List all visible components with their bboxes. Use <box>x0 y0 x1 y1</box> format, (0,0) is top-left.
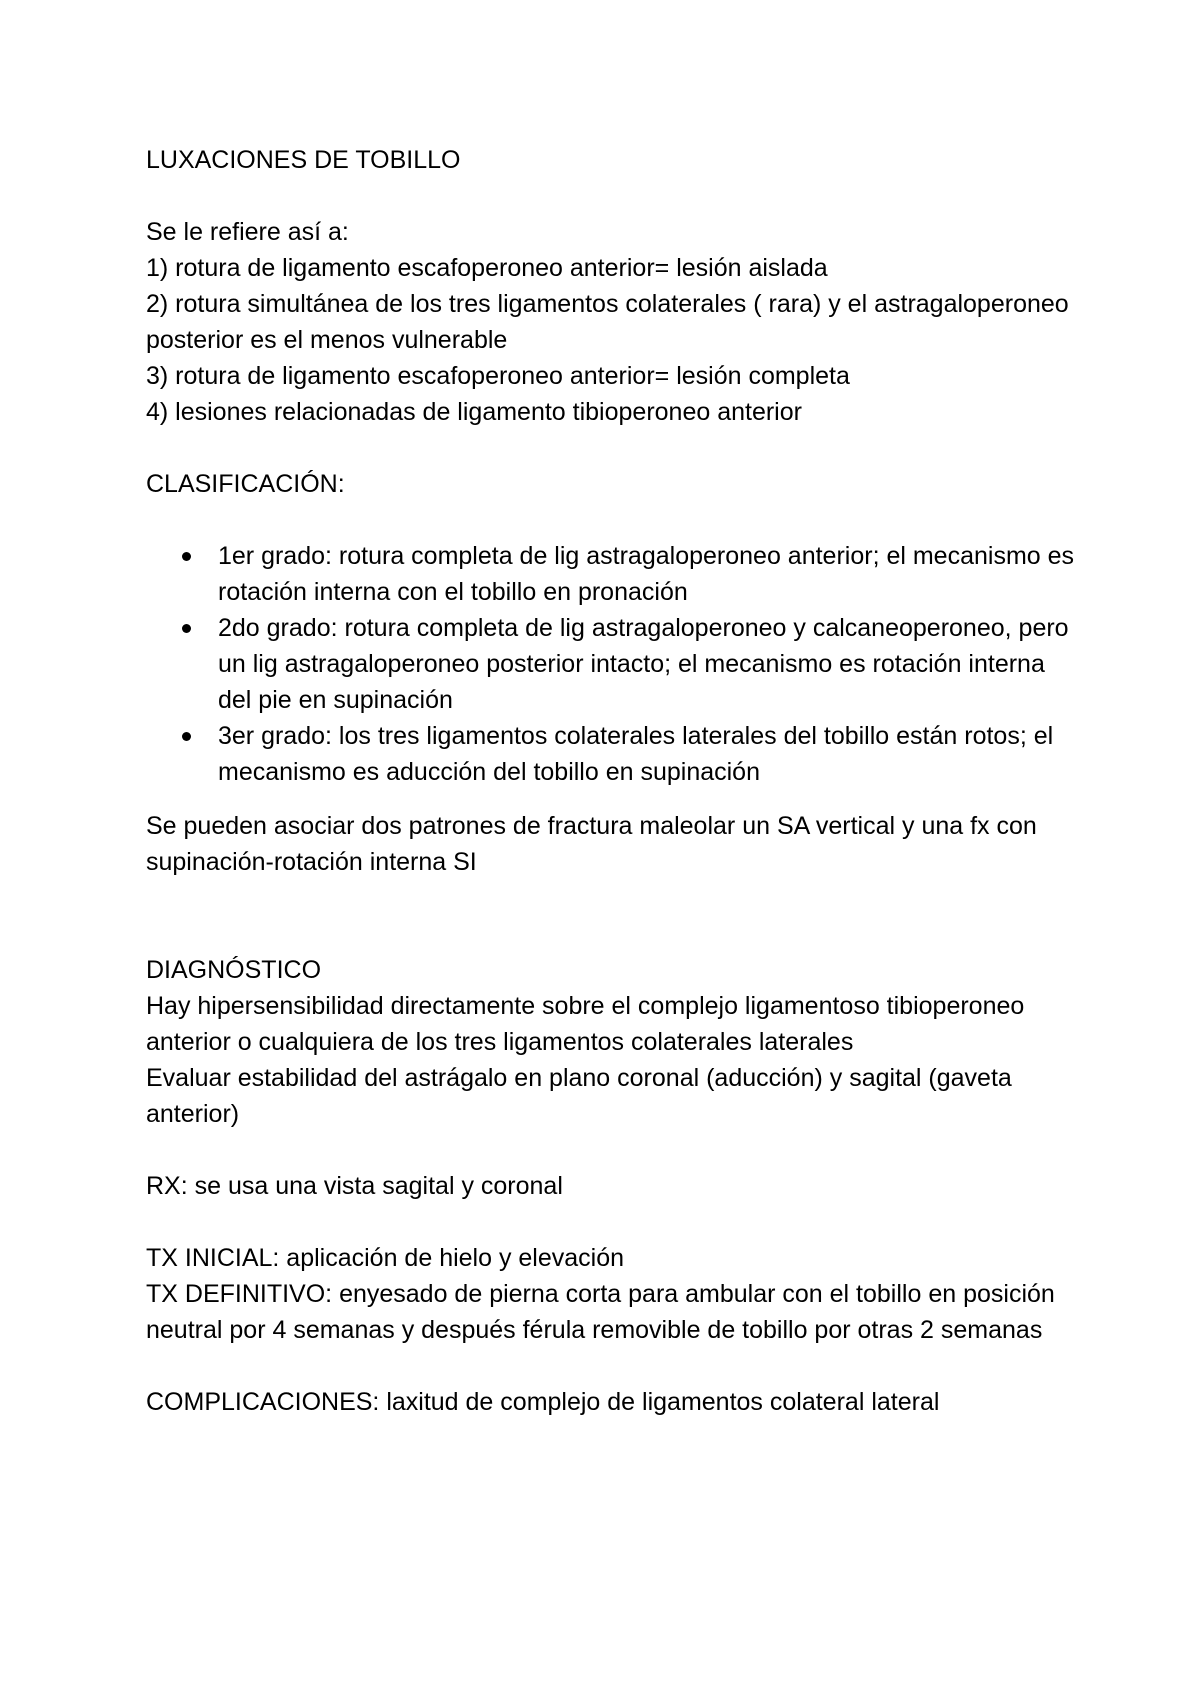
tx-definitivo: TX DEFINITIVO: enyesado de pierna corta para ambular con el tobillo en posición neutral por 4 semanas y después férula removible de tobillo por otras 2 semanas <box>146 1280 1062 1344</box>
diagnostico-heading: DIAGNÓSTICO <box>146 956 322 984</box>
diagnostico-paragraph-1: Hay hipersensibilidad directamente sobre el complejo ligamentoso tibioperoneo anterior o cualquiera de los tres ligamentos colaterales laterales <box>146 992 1032 1056</box>
list-item <box>218 610 1076 718</box>
spacer <box>146 502 1076 538</box>
bullet-icon <box>182 552 191 561</box>
diagnostico-paragraph-2: Evaluar estabilidad del astrágalo en plano coronal (aducción) y sagital (gaveta anterior) <box>146 1064 1019 1128</box>
document-title: LUXACIONES DE TOBILLO <box>146 146 461 174</box>
rx-line: RX: se usa una vista sagital y coronal <box>146 1172 563 1200</box>
spacer <box>146 1204 1076 1240</box>
complicaciones-line: COMPLICACIONES: laxitud de complejo de ligamentos colateral lateral <box>146 1388 940 1416</box>
intro-lead: Se le refiere así a: <box>146 218 349 246</box>
spacer <box>146 1132 1076 1168</box>
list-item-text: 2do grado: rotura completa de lig astragaloperoneo y calcaneoperoneo, pero un lig astragaloperoneo posterior intacto; el mecanismo es rotación interna del pie en supinación <box>218 614 1069 714</box>
list-item <box>218 538 1076 610</box>
bullet-icon <box>182 732 191 741</box>
spacer <box>146 880 1076 952</box>
clasificacion-heading: CLASIFICACIÓN: <box>146 470 345 498</box>
document-body <box>146 142 1076 1420</box>
intro-item-3: 3) rotura de ligamento escafoperoneo anterior= lesión completa <box>146 362 850 390</box>
spacer <box>146 790 1076 808</box>
spacer <box>146 1348 1076 1384</box>
list-item-text: 1er grado: rotura completa de lig astragaloperoneo anterior; el mecanismo es rotación interna con el tobillo en pronación <box>218 542 1075 606</box>
clasificacion-note: Se pueden asociar dos patrones de fractura maleolar un SA vertical y una fx con supinación-rotación interna SI <box>146 812 1044 876</box>
intro-item-4: 4) lesiones relacionadas de ligamento tibioperoneo anterior <box>146 398 802 426</box>
intro-item-2: 2) rotura simultánea de los tres ligamentos colaterales ( rara) y el astragaloperoneo posterior es el menos vulnerable <box>146 290 1076 354</box>
list-item-text: 3er grado: los tres ligamentos colaterales laterales del tobillo están rotos; el mecanismo es aducción del tobillo en supinación <box>218 722 1054 786</box>
bullet-icon <box>182 624 191 633</box>
spacer <box>146 430 1076 466</box>
intro-item-1: 1) rotura de ligamento escafoperoneo anterior= lesión aislada <box>146 254 828 282</box>
spacer <box>146 178 1076 214</box>
clasificacion-list <box>146 538 1076 790</box>
list-item <box>218 718 1076 790</box>
tx-inicial: TX INICIAL: aplicación de hielo y elevación <box>146 1244 625 1272</box>
